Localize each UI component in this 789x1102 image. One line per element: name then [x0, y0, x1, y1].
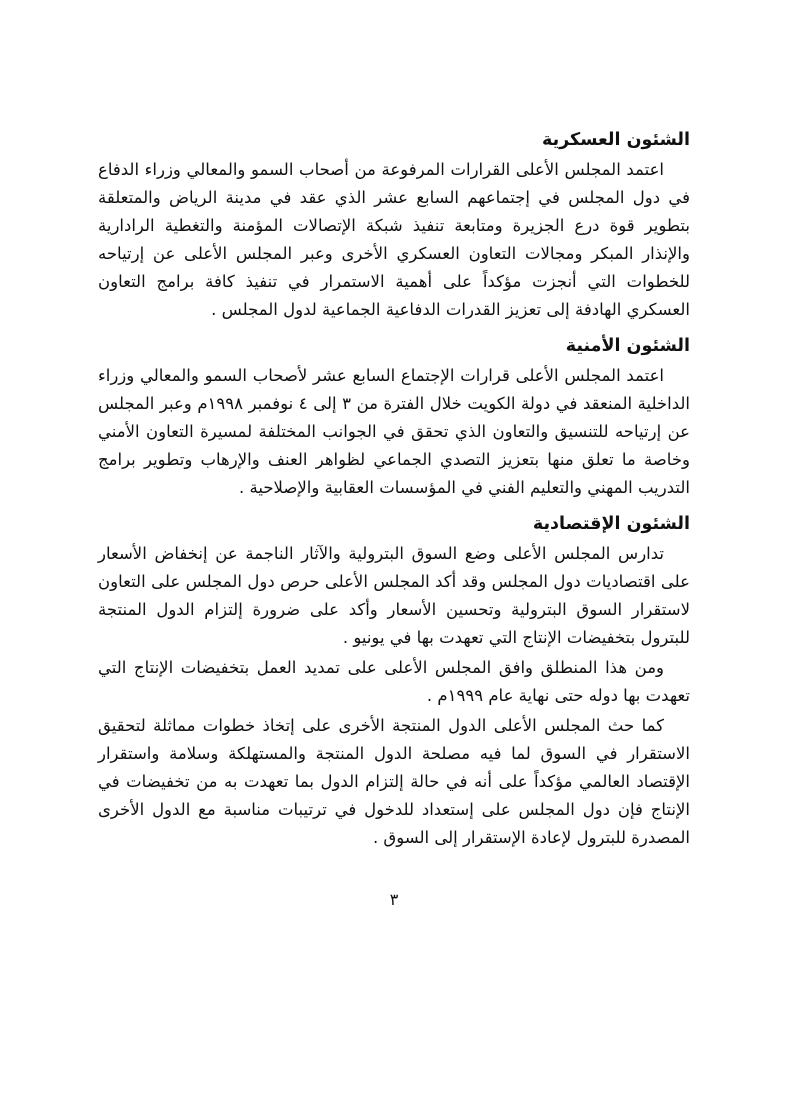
- economic-affairs-paragraph-1: تدارس المجلس الأعلى وضع السوق البترولية والآثار الناجمة عن إنخفاض الأسعار على اقتصاديات دول المجلس وقد أكد المجلس الأعلى حرص دول المجلس على التعاون لاستقرار السوق البترولية وتحسين الأسعار وأكد على ضرورة إلتزام الدول المنتجة للبترول بتخفيضات الإنتاج التي تعهدت بها في يونيو .: [98, 544, 690, 647]
- page-content: [98, 128, 690, 854]
- section-heading-security-affairs: الشئون الأمنية: [565, 336, 690, 356]
- economic-affairs-paragraph-2: ومن هذا المنطلق وافق المجلس الأعلى على تمديد العمل بتخفيضات الإنتاج التي تعهدت بها دوله حتى نهاية عام ١٩٩٩م .: [98, 658, 690, 705]
- page-number: ٣: [389, 890, 399, 909]
- economic-affairs-paragraph-3: كما حث المجلس الأعلى الدول المنتجة الأخرى على إتخاذ خطوات مماثلة لتحقيق الاستقرار في السوق لما فيه مصلحة الدول المنتجة والمستهلكة وسلامة واستقرار الإقتصاد العالمي مؤكداً على أنه في حالة إلتزام الدول بما تعهدت به من تخفيضات في الإنتاج فإن دول المجلس على إستعداد للدخول في ترتيبات مناسبة مع الدول الأخرى المصدرة للبترول لإعادة الإستقرار إلى السوق .: [98, 716, 690, 847]
- section-heading-economic-affairs: الشئون الإقتصادية: [532, 514, 690, 534]
- military-affairs-paragraph: اعتمد المجلس الأعلى القرارات المرفوعة من أصحاب السمو والمعالي وزراء الدفاع في دول المجلس في إجتماعهم السابع عشر الذي عقد في مدينة الرياض والمتعلقة بتطوير قوة درع الجزيرة ومتابعة تنفيذ شبكة الإتصالات المؤمنة والتغطية الرادارية والإنذار المبكر ومجالات التعاون العسكري الأخرى وعبر المجلس الأعلى عن إرتياحه للخطوات التي أنجزت مؤكداً على أهمية الاستمرار في تنفيذ كافة برامج التعاون العسكري الهادفة إلى تعزيز القدرات الدفاعية الجماعية لدول المجلس .: [98, 160, 690, 319]
- security-affairs-paragraph: اعتمد المجلس الأعلى قرارات الإجتماع السابع عشر لأصحاب السمو والمعالي وزراء الداخلية المنعقد في دولة الكويت خلال الفترة من ٣ إلى ٤ نوفمبر ١٩٩٨م وعبر المجلس عن إرتياحه للتنسيق والتعاون الذي تحقق في الجوانب المختلفة لمسيرة التعاون الأمني وخاصة ما تعلق منها بتعزيز التصدي الجماعي لظواهر العنف والإرهاب وتطوير برامج التدريب المهني والتعليم الفني في المؤسسات العقابية والإصلاحية .: [98, 366, 690, 497]
- section-heading-military-affairs: الشئون العسكرية: [541, 130, 690, 150]
